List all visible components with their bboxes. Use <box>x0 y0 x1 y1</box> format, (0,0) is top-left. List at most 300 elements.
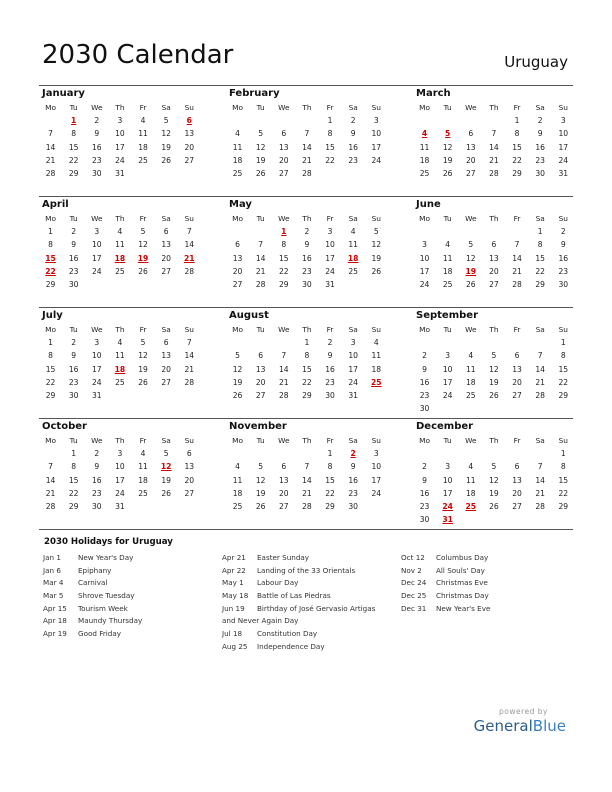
holiday-day: 2 <box>350 449 356 459</box>
day-cell: 8 <box>71 462 77 472</box>
weekday-label: Su <box>184 103 194 112</box>
weekday-label: Sa <box>161 325 171 334</box>
day-cell: 22 <box>278 266 289 276</box>
day-cell: 27 <box>465 168 476 178</box>
day-cell: 7 <box>281 351 287 361</box>
holiday-item <box>222 641 375 654</box>
day-cell: 27 <box>184 488 195 498</box>
empty-cell <box>482 225 505 238</box>
day-cell: 11 <box>138 129 148 139</box>
empty-cell <box>436 402 459 415</box>
empty-cell <box>249 447 272 460</box>
day-cell: 13 <box>512 475 522 485</box>
empty-cell <box>178 167 201 180</box>
day-cell: 5 <box>491 462 497 472</box>
week-row <box>413 447 575 460</box>
powered-by-text: powered by <box>499 707 548 716</box>
day-cell: 3 <box>373 449 379 459</box>
empty-cell <box>506 225 529 238</box>
month-june <box>413 197 575 291</box>
week-row <box>226 225 388 238</box>
month-name: April <box>42 199 69 210</box>
day-cell: 7 <box>304 462 310 472</box>
day-cell: 10 <box>558 129 569 139</box>
holiday-name: Maundy Thursday <box>78 616 143 626</box>
day-cell: 3 <box>117 449 123 459</box>
day-cell: 20 <box>489 266 499 276</box>
day-cell: 28 <box>512 279 522 289</box>
day-cell: 10 <box>115 462 125 472</box>
week-row <box>413 376 575 389</box>
holiday-name: Labour Day <box>257 578 299 588</box>
holiday-item <box>222 615 375 628</box>
day-cell: 26 <box>161 155 172 165</box>
holiday-day: 1 <box>281 227 287 237</box>
weekday-label: Mo <box>419 214 431 223</box>
week-row <box>226 363 388 376</box>
month-september <box>413 308 575 415</box>
day-cell: 5 <box>235 351 240 361</box>
day-cell: 27 <box>512 390 522 400</box>
day-cell: 10 <box>419 253 430 263</box>
day-cell: 1 <box>327 449 333 459</box>
day-cell: 13 <box>465 142 476 152</box>
weekday-label: Th <box>302 214 312 223</box>
day-cell: 30 <box>535 168 546 178</box>
day-cell: 14 <box>512 253 522 263</box>
day-cell: 14 <box>278 364 289 374</box>
weekday-label: Mo <box>45 103 57 112</box>
weekday-label: Tu <box>69 325 78 334</box>
day-cell: 15 <box>45 364 56 374</box>
day-cell: 22 <box>512 155 522 165</box>
day-cell: 2 <box>304 227 310 237</box>
day-cell: 20 <box>255 377 266 387</box>
day-cell: 8 <box>514 129 520 139</box>
day-cell: 27 <box>161 377 172 387</box>
day-cell: 13 <box>184 129 195 139</box>
day-cell: 3 <box>445 351 451 361</box>
month-name: June <box>416 199 441 210</box>
holiday-name: Constitution Day <box>257 629 318 639</box>
day-cell: 17 <box>442 377 453 387</box>
weekday-label: Tu <box>256 214 265 223</box>
weekday-label: Th <box>115 103 125 112</box>
day-cell: 26 <box>161 488 172 498</box>
empty-cell <box>529 513 552 526</box>
day-cell: 20 <box>161 364 172 374</box>
weekday-label: Th <box>115 214 125 223</box>
week-row <box>226 460 388 473</box>
week-row <box>226 349 388 362</box>
day-cell: 27 <box>184 155 195 165</box>
empty-cell <box>506 402 529 415</box>
month-name: January <box>42 88 85 99</box>
day-cell: 24 <box>91 377 102 387</box>
day-cell: 8 <box>560 462 566 472</box>
month-february <box>226 86 388 180</box>
empty-cell <box>413 225 436 238</box>
day-cell: 25 <box>115 266 125 276</box>
weekday-label: Tu <box>69 214 78 223</box>
weekday-header <box>226 323 388 336</box>
day-cell: 31 <box>115 168 125 178</box>
empty-cell <box>272 114 295 127</box>
day-cell: 17 <box>371 142 382 152</box>
weekday-label: We <box>278 103 290 112</box>
weekday-label: Mo <box>232 103 244 112</box>
day-cell: 12 <box>161 129 172 139</box>
day-cell: 27 <box>278 168 289 178</box>
day-cell: 6 <box>235 240 240 250</box>
weekday-label: Su <box>184 214 194 223</box>
holiday-column <box>222 552 375 654</box>
empty-cell <box>459 513 482 526</box>
week-row <box>413 154 575 167</box>
empty-cell <box>529 447 552 460</box>
page-title: 2030 Calendar <box>42 40 234 70</box>
weekday-label: Th <box>489 325 499 334</box>
day-cell: 19 <box>255 155 266 165</box>
holiday-name: Landing of the 33 Orientals <box>257 565 356 575</box>
empty-cell <box>482 447 505 460</box>
week-row <box>413 513 575 526</box>
empty-cell <box>365 389 388 402</box>
week-row <box>39 114 201 127</box>
holiday-name: New Year's Day <box>78 553 134 562</box>
weekday-label: Su <box>371 436 381 445</box>
weekday-label: Mo <box>232 325 244 334</box>
holiday-day: 5 <box>445 129 451 139</box>
holiday-item <box>43 552 142 565</box>
day-cell: 23 <box>348 155 359 165</box>
day-cell: 12 <box>255 142 266 152</box>
weekday-label: Tu <box>443 214 452 223</box>
holiday-date: Jan 6 <box>43 565 61 575</box>
weekday-label: Tu <box>443 325 452 334</box>
day-cell: 20 <box>465 155 476 165</box>
weekday-label: Sa <box>535 214 545 223</box>
day-cell: 16 <box>419 488 430 498</box>
empty-cell <box>272 336 295 349</box>
day-cell: 6 <box>468 129 474 139</box>
holiday-item <box>401 552 490 565</box>
day-cell: 9 <box>94 129 100 139</box>
weekday-header <box>226 212 388 225</box>
week-row <box>39 154 201 167</box>
day-cell: 26 <box>465 279 476 289</box>
day-cell: 17 <box>348 364 359 374</box>
holiday-name: Christmas Eve <box>436 578 488 588</box>
weekday-label: We <box>465 325 477 334</box>
empty-cell <box>155 278 178 291</box>
day-cell: 16 <box>558 253 569 263</box>
day-cell: 28 <box>184 377 195 387</box>
day-cell: 29 <box>512 168 522 178</box>
weekday-label: Fr <box>139 325 147 334</box>
day-cell: 2 <box>94 449 100 459</box>
day-cell: 15 <box>68 475 79 485</box>
day-cell: 3 <box>327 227 333 237</box>
day-cell: 6 <box>491 240 497 250</box>
weekday-label: Sa <box>348 325 358 334</box>
day-cell: 28 <box>278 390 289 400</box>
holiday-item <box>43 615 142 628</box>
weekday-header <box>413 323 575 336</box>
day-cell: 21 <box>278 377 289 387</box>
weekday-label: We <box>91 214 103 223</box>
holiday-date: Dec 24 <box>401 578 427 588</box>
day-cell: 31 <box>325 279 335 289</box>
day-cell: 10 <box>442 364 453 374</box>
week-row <box>226 154 388 167</box>
empty-cell <box>529 336 552 349</box>
weekday-label: We <box>91 103 103 112</box>
empty-cell <box>413 447 436 460</box>
holiday-item <box>222 590 375 603</box>
weekday-label: Tu <box>69 103 78 112</box>
day-cell: 2 <box>537 116 543 126</box>
empty-cell <box>155 500 178 513</box>
day-cell: 23 <box>68 266 79 276</box>
weekday-label: Th <box>489 214 499 223</box>
day-cell: 10 <box>371 129 382 139</box>
country-name: Uruguay <box>504 53 568 71</box>
holiday-name: Tourism Week <box>78 603 128 613</box>
week-row <box>413 167 575 180</box>
day-cell: 11 <box>138 462 148 472</box>
day-cell: 16 <box>302 253 312 263</box>
day-cell: 4 <box>468 351 474 361</box>
holiday-date: Aug 25 <box>222 641 248 651</box>
brand-name-general: General <box>473 717 533 735</box>
day-cell: 30 <box>91 168 102 178</box>
day-cell: 4 <box>140 449 146 459</box>
day-cell: 21 <box>302 488 312 498</box>
calendar-grid <box>39 85 573 530</box>
day-cell: 6 <box>258 351 264 361</box>
empty-cell <box>459 225 482 238</box>
weekday-label: Sa <box>348 436 358 445</box>
empty-cell <box>155 389 178 402</box>
weekday-label: Sa <box>161 436 171 445</box>
day-cell: 11 <box>232 475 243 485</box>
day-cell: 3 <box>445 462 451 472</box>
day-cell: 26 <box>371 266 382 276</box>
day-cell: 13 <box>278 142 289 152</box>
holiday-item <box>401 565 490 578</box>
day-cell: 19 <box>371 253 382 263</box>
weekday-header <box>39 434 201 447</box>
week-row <box>413 238 575 251</box>
day-cell: 13 <box>184 462 195 472</box>
weekday-label: Th <box>489 103 499 112</box>
week-row <box>413 278 575 291</box>
day-cell: 11 <box>232 142 243 152</box>
week-row <box>413 252 575 265</box>
day-cell: 25 <box>138 488 148 498</box>
day-cell: 12 <box>489 364 499 374</box>
day-cell: 8 <box>560 351 566 361</box>
empty-cell <box>132 389 155 402</box>
day-cell: 2 <box>350 116 356 126</box>
day-cell: 4 <box>373 338 379 348</box>
day-cell: 14 <box>255 253 266 263</box>
day-cell: 7 <box>491 129 497 139</box>
empty-cell <box>295 114 318 127</box>
day-cell: 29 <box>535 279 546 289</box>
day-cell: 9 <box>71 351 77 361</box>
empty-cell <box>39 447 62 460</box>
month-october <box>39 419 201 513</box>
day-cell: 26 <box>138 266 148 276</box>
weekday-label: Sa <box>161 103 171 112</box>
day-cell: 6 <box>281 462 287 472</box>
day-cell: 15 <box>325 142 335 152</box>
holiday-name: Columbus Day <box>436 553 489 562</box>
day-cell: 31 <box>558 168 569 178</box>
weekday-label: Fr <box>326 103 334 112</box>
day-cell: 15 <box>558 475 569 485</box>
empty-cell <box>365 167 388 180</box>
week-row <box>39 225 201 238</box>
weekday-label: Sa <box>348 103 358 112</box>
empty-cell <box>365 278 388 291</box>
day-cell: 7 <box>186 338 192 348</box>
week-row <box>413 363 575 376</box>
day-cell: 22 <box>45 377 56 387</box>
day-cell: 4 <box>235 462 240 472</box>
weekday-label: Fr <box>326 325 334 334</box>
day-cell: 24 <box>115 488 125 498</box>
month-name: October <box>42 421 87 432</box>
holiday-item <box>401 590 490 603</box>
day-cell: 15 <box>68 142 79 152</box>
day-cell: 9 <box>560 240 566 250</box>
holiday-item <box>222 565 375 578</box>
day-cell: 1 <box>560 449 566 459</box>
day-cell: 27 <box>489 279 499 289</box>
day-cell: 14 <box>45 475 56 485</box>
day-cell: 7 <box>514 240 520 250</box>
brand-logo[interactable] <box>474 707 566 736</box>
month-december <box>413 419 575 526</box>
day-cell: 15 <box>302 364 312 374</box>
empty-cell <box>506 447 529 460</box>
day-cell: 24 <box>91 266 102 276</box>
empty-cell <box>413 336 436 349</box>
day-cell: 11 <box>465 475 476 485</box>
week-row <box>226 278 388 291</box>
week-row <box>413 389 575 402</box>
month-name: November <box>229 421 287 432</box>
weekday-label: We <box>465 103 477 112</box>
day-cell: 25 <box>232 501 243 511</box>
day-cell: 26 <box>489 390 499 400</box>
holiday-day: 21 <box>184 253 195 263</box>
empty-cell <box>459 114 482 127</box>
holiday-name: Birthday of José Gervasio Artigas <box>257 603 376 613</box>
day-cell: 1 <box>71 449 77 459</box>
day-cell: 24 <box>348 377 359 387</box>
weekday-label: Tu <box>256 103 265 112</box>
day-cell: 21 <box>512 266 522 276</box>
day-cell: 12 <box>232 364 243 374</box>
holiday-date: Apr 15 <box>43 603 67 613</box>
week-row <box>39 238 201 251</box>
weekday-label: Fr <box>513 103 521 112</box>
day-cell: 23 <box>302 266 312 276</box>
empty-cell <box>342 278 365 291</box>
empty-cell <box>108 389 131 402</box>
day-cell: 27 <box>161 266 172 276</box>
holiday-date: Dec 25 <box>401 591 427 601</box>
day-cell: 21 <box>535 488 546 498</box>
holiday-date: Jul 18 <box>222 629 243 639</box>
day-cell: 23 <box>419 390 430 400</box>
empty-cell <box>482 513 505 526</box>
empty-cell <box>226 447 249 460</box>
day-cell: 17 <box>325 253 335 263</box>
day-cell: 23 <box>68 377 79 387</box>
day-cell: 1 <box>304 338 310 348</box>
day-cell: 4 <box>468 462 474 472</box>
weekday-label: Sa <box>535 436 545 445</box>
empty-cell <box>155 167 178 180</box>
day-cell: 30 <box>68 390 79 400</box>
day-cell: 22 <box>558 488 569 498</box>
day-cell: 19 <box>232 377 243 387</box>
holiday-date: Jun 19 <box>222 603 245 613</box>
week-row <box>39 349 201 362</box>
day-cell: 7 <box>48 129 53 139</box>
empty-cell <box>249 225 272 238</box>
day-cell: 14 <box>535 364 546 374</box>
day-cell: 2 <box>94 116 100 126</box>
holiday-day: 31 <box>442 515 453 525</box>
day-cell: 18 <box>371 364 382 374</box>
day-cell: 22 <box>535 266 546 276</box>
day-cell: 15 <box>278 253 289 263</box>
weekday-label: We <box>91 325 103 334</box>
holiday-day: 15 <box>45 253 56 263</box>
day-cell: 20 <box>278 488 289 498</box>
day-cell: 29 <box>68 168 79 178</box>
holiday-day: 18 <box>114 253 126 263</box>
day-cell: 6 <box>514 462 520 472</box>
day-cell: 17 <box>91 364 102 374</box>
day-cell: 10 <box>348 351 359 361</box>
day-cell: 8 <box>71 129 77 139</box>
holiday-day: 19 <box>465 266 477 276</box>
brand-name <box>474 716 566 736</box>
day-cell: 5 <box>163 449 169 459</box>
day-cell: 11 <box>115 351 125 361</box>
day-cell: 29 <box>558 390 569 400</box>
day-cell: 27 <box>255 390 266 400</box>
day-cell: 25 <box>348 266 359 276</box>
day-cell: 5 <box>140 338 146 348</box>
weekday-header <box>39 323 201 336</box>
day-cell: 7 <box>537 351 543 361</box>
holiday-item <box>43 577 142 590</box>
day-cell: 31 <box>91 390 102 400</box>
empty-cell <box>39 114 62 127</box>
day-cell: 2 <box>422 351 427 361</box>
day-cell: 19 <box>161 475 172 485</box>
day-cell: 24 <box>371 155 382 165</box>
day-cell: 11 <box>371 351 382 361</box>
